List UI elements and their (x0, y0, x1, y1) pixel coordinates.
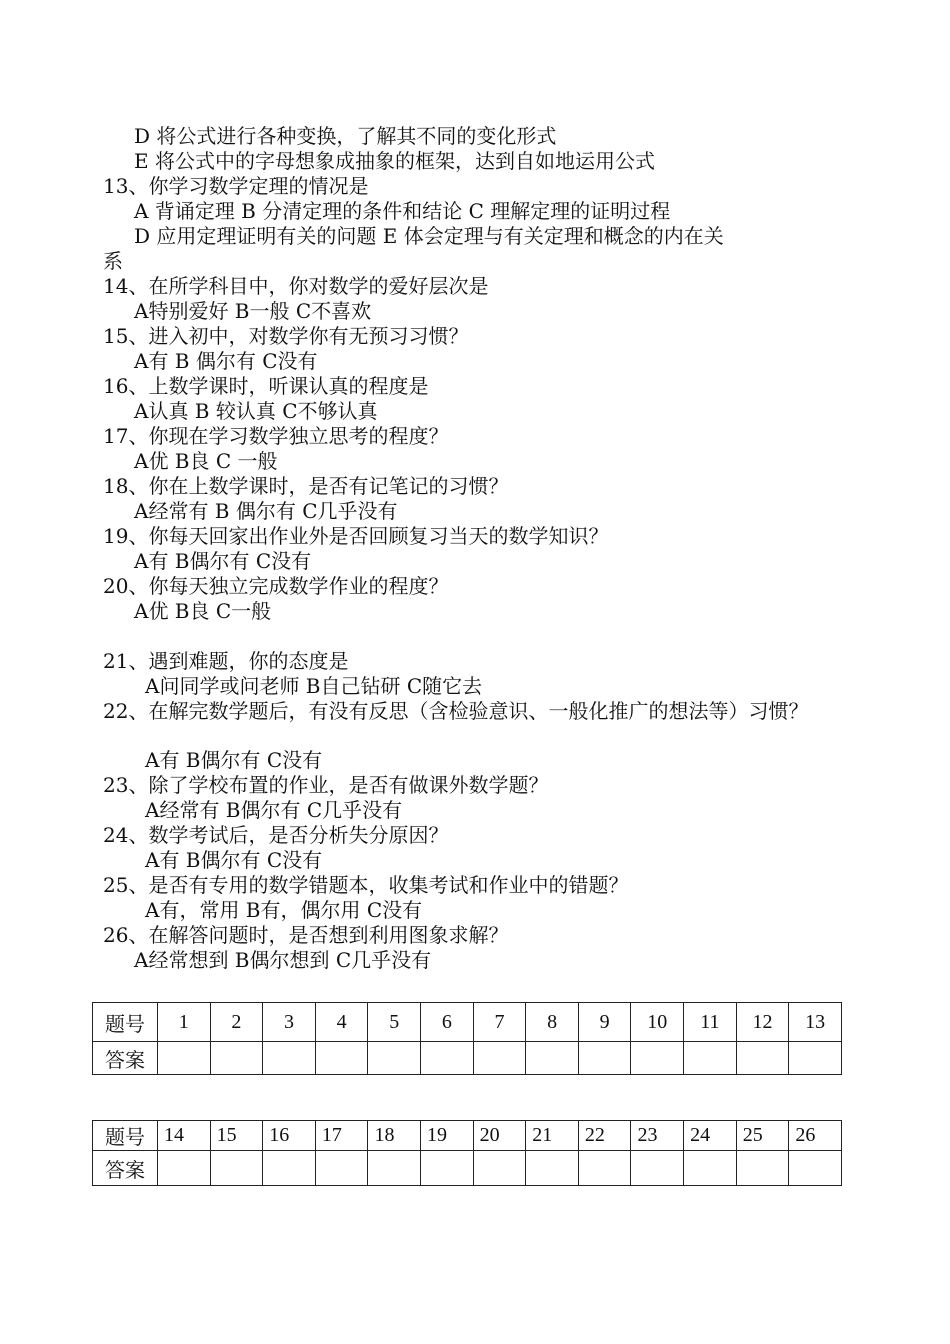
question-number-cell: 7 (473, 1003, 526, 1042)
option-line: A经常想到 B偶尔想到 C几乎没有 (134, 948, 432, 972)
answer-row (93, 1042, 842, 1075)
question-number-cell: 16 (263, 1121, 316, 1151)
question-number-cell: 8 (526, 1003, 579, 1042)
option-line: A问同学或问老师 B自己钻研 C随它去 (145, 674, 483, 698)
question-number-cell: 5 (368, 1003, 421, 1042)
option-line: A经常有 B偶尔有 C几乎没有 (145, 798, 403, 822)
answer-cell[interactable] (789, 1042, 842, 1075)
answer-cell[interactable] (315, 1042, 368, 1075)
question-line: 23、除了学校布置的作业，是否有做课外数学题？ (103, 773, 549, 797)
answer-cell[interactable] (473, 1042, 526, 1075)
answer-cell[interactable] (368, 1042, 421, 1075)
option-line: A认真 B 较认真 C不够认真 (134, 399, 378, 423)
question-number-cell: 6 (421, 1003, 474, 1042)
question-line: 18、你在上数学课时，是否有记笔记的习惯？ (103, 474, 509, 498)
answer-cell[interactable] (631, 1042, 684, 1075)
question-line: 21、遇到难题，你的态度是 (103, 649, 349, 673)
option-line-continued: 系 (103, 249, 123, 273)
answer-cell[interactable] (736, 1042, 789, 1075)
row-label-number: 题号 (93, 1003, 158, 1042)
answer-cell[interactable] (158, 1151, 211, 1186)
option-line: A 背诵定理 B 分清定理的条件和结论 C 理解定理的证明过程 (134, 199, 671, 223)
answer-cell[interactable] (263, 1151, 316, 1186)
row-label-answer: 答案 (93, 1042, 158, 1075)
answer-cell[interactable] (684, 1042, 737, 1075)
answer-table-2 (92, 1120, 842, 1186)
question-number-cell: 26 (789, 1121, 842, 1151)
answer-cell[interactable] (526, 1042, 579, 1075)
question-number-cell: 18 (368, 1121, 421, 1151)
question-number-row (93, 1121, 842, 1151)
answer-cell[interactable] (315, 1151, 368, 1186)
question-number-cell: 17 (315, 1121, 368, 1151)
question-line: 26、在解答问题时，是否想到利用图象求解？ (103, 923, 509, 947)
option-line: A特别爱好 B一般 C不喜欢 (134, 299, 372, 323)
answer-row (93, 1151, 842, 1186)
row-label-answer: 答案 (93, 1151, 158, 1186)
question-line: 20、你每天独立完成数学作业的程度？ (103, 574, 449, 598)
answer-cell[interactable] (684, 1151, 737, 1186)
option-line: A经常有 B 偶尔有 C几乎没有 (134, 499, 398, 523)
question-line: 24、数学考试后，是否分析失分原因？ (103, 823, 449, 847)
answer-cell[interactable] (421, 1042, 474, 1075)
question-number-cell: 20 (473, 1121, 526, 1151)
question-number-cell: 3 (263, 1003, 316, 1042)
answer-cell[interactable] (578, 1042, 631, 1075)
answer-cell[interactable] (421, 1151, 474, 1186)
question-number-cell: 23 (631, 1121, 684, 1151)
question-number-cell: 9 (578, 1003, 631, 1042)
question-number-cell: 12 (736, 1003, 789, 1042)
question-line: 13、你学习数学定理的情况是 (103, 174, 369, 198)
answer-cell[interactable] (473, 1151, 526, 1186)
answer-cell[interactable] (263, 1042, 316, 1075)
question-line: 16、上数学课时，听课认真的程度是 (103, 374, 429, 398)
answer-cell[interactable] (368, 1151, 421, 1186)
question-number-row (93, 1003, 842, 1042)
question-number-cell: 10 (631, 1003, 684, 1042)
question-number-cell: 19 (421, 1121, 474, 1151)
question-number-cell: 4 (315, 1003, 368, 1042)
question-line: 14、在所学科目中，你对数学的爱好层次是 (103, 274, 489, 298)
question-number-cell: 11 (684, 1003, 737, 1042)
question-line: 19、你每天回家出作业外是否回顾复习当天的数学知识？ (103, 524, 609, 548)
option-line: A有 B偶尔有 C没有 (145, 848, 323, 872)
answer-cell[interactable] (526, 1151, 579, 1186)
option-line: A有 B偶尔有 C没有 (145, 748, 323, 772)
option-line: D 将公式进行各种变换，了解其不同的变化形式 (134, 124, 557, 148)
option-line: E 将公式中的字母想象成抽象的框架，达到自如地运用公式 (134, 149, 655, 173)
option-line: A有，常用 B有，偶尔用 C没有 (145, 898, 423, 922)
answer-cell[interactable] (158, 1042, 211, 1075)
answer-cell[interactable] (789, 1151, 842, 1186)
row-label-number: 题号 (93, 1121, 158, 1151)
question-number-cell: 2 (210, 1003, 263, 1042)
question-number-cell: 24 (684, 1121, 737, 1151)
question-line: 25、是否有专用的数学错题本，收集考试和作业中的错题？ (103, 873, 629, 897)
option-line: A有 B偶尔有 C没有 (134, 549, 312, 573)
option-line: A优 B良 C一般 (134, 599, 272, 623)
question-line: 15、进入初中，对数学你有无预习习惯？ (103, 324, 469, 348)
option-line: D 应用定理证明有关的问题 E 体会定理与有关定理和概念的内在关 (134, 224, 724, 248)
answer-cell[interactable] (631, 1151, 684, 1186)
option-line: A优 B良 C 一般 (134, 449, 278, 473)
answer-cell[interactable] (210, 1042, 263, 1075)
question-number-cell: 13 (789, 1003, 842, 1042)
question-number-cell: 1 (158, 1003, 211, 1042)
option-line: A有 B 偶尔有 C没有 (134, 349, 318, 373)
question-number-cell: 15 (210, 1121, 263, 1151)
question-number-cell: 22 (578, 1121, 631, 1151)
answer-table-1 (92, 1002, 842, 1075)
question-line: 22、在解完数学题后，有没有反思（含检验意识、一般化推广的想法等）习惯？ (103, 699, 809, 723)
answer-cell[interactable] (736, 1151, 789, 1186)
question-number-cell: 25 (736, 1121, 789, 1151)
question-number-cell: 21 (526, 1121, 579, 1151)
answer-cell[interactable] (210, 1151, 263, 1186)
question-number-cell: 14 (158, 1121, 211, 1151)
question-line: 17、你现在学习数学独立思考的程度？ (103, 424, 449, 448)
answer-cell[interactable] (578, 1151, 631, 1186)
